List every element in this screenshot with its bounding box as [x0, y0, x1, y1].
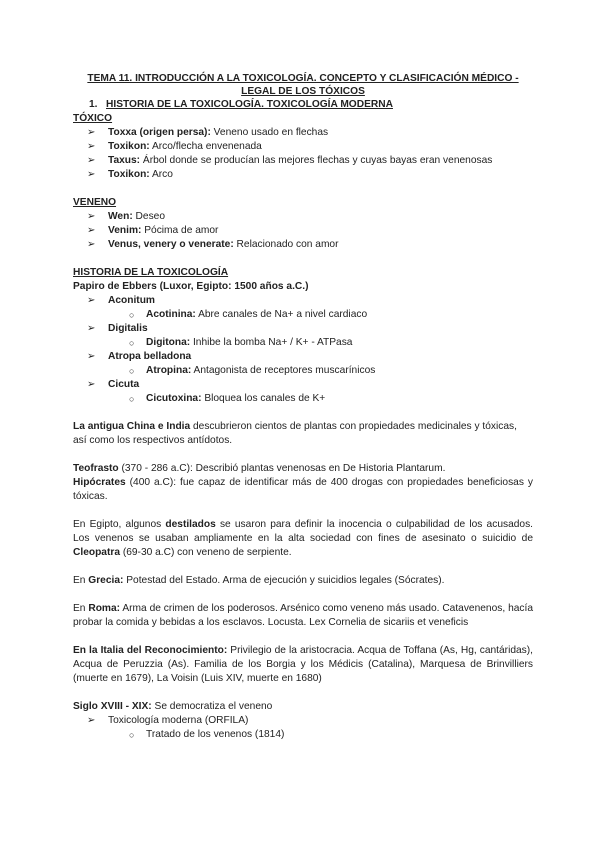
- sub-list-item: [73, 336, 533, 350]
- term: Toxikon:: [108, 141, 150, 152]
- arrow-bullet-icon: ➢: [87, 211, 96, 222]
- list-item: [73, 714, 533, 728]
- text: Privilegio de la aristocracia. Acqua de Toffana (As, Hg, cantáridas), Acqua de Peruzzia (As). Familia de los Borgia y los Médicis (Catalina), Marquesa de Brinvilliers (muerte en 1679), La Voisin (Luis XIV, muerte en 1680): [73, 645, 533, 684]
- term: Toxxa (origen persa):: [108, 127, 211, 138]
- list-item: [73, 168, 533, 182]
- arrow-bullet-icon: ➢: [87, 127, 96, 138]
- plants-list: [73, 294, 533, 406]
- term: Atropina:: [146, 365, 192, 376]
- arrow-bullet-icon: ➢: [87, 155, 96, 166]
- term: Acotinina:: [146, 309, 196, 320]
- bold-text: En la Italia del Reconocimiento:: [73, 645, 228, 656]
- text: Se democratiza el veneno: [151, 701, 273, 712]
- siglo-paragraph: [73, 700, 533, 714]
- list-item: [73, 294, 533, 308]
- roma-paragraph: [73, 602, 533, 630]
- document-title: [73, 72, 533, 98]
- toxico-list: [73, 126, 533, 182]
- egipto-paragraph: [73, 518, 533, 560]
- list-item: [73, 140, 533, 154]
- siglo-item: Toxicología moderna (ORFILA): [108, 715, 249, 726]
- arrow-bullet-icon: ➢: [87, 141, 96, 152]
- grecia-paragraph: [73, 574, 533, 588]
- sub-list-item: [73, 392, 533, 406]
- veneno-heading: VENENO: [73, 197, 117, 208]
- text: (400 a.C): fue capaz de identificar más de 400 drogas con propiedades beneficiosas y tóxicas.: [73, 477, 533, 502]
- bold-text: Roma:: [88, 603, 121, 614]
- definition: Arco/flecha envenenada: [149, 141, 262, 152]
- arrow-bullet-icon: ➢: [87, 715, 96, 726]
- definition: Veneno usado en flechas: [210, 127, 329, 138]
- list-item: [73, 378, 533, 392]
- definition: Inhibe la bomba Na+ / K+ - ATPasa: [190, 337, 353, 348]
- list-item: [73, 154, 533, 168]
- term: Toxikon:: [108, 169, 150, 180]
- teofrasto-paragraph: [73, 462, 533, 476]
- circle-bullet-icon: ○: [129, 730, 135, 740]
- list-item: [73, 224, 533, 238]
- definition: Abre canales de Na+ a nivel cardiaco: [195, 309, 368, 320]
- list-item: [73, 210, 533, 224]
- list-item: [73, 322, 533, 336]
- list-item: [73, 238, 533, 252]
- veneno-list: [73, 210, 533, 252]
- definition: Antagonista de receptores muscarínicos: [191, 365, 376, 376]
- text: Potestad del Estado. Arma de ejecución y suicidios legales (Sócrates).: [123, 575, 445, 586]
- papiro-heading: Papiro de Ebbers (Luxor, Egipto: 1500 años a.C.): [73, 281, 309, 292]
- title-line-2: LEGAL DE LOS TÓXICOS: [241, 86, 365, 97]
- title-line-1: TEMA 11. INTRODUCCIÓN A LA TOXICOLOGÍA. CONCEPTO Y CLASIFICACIÓN MÉDICO -: [87, 73, 519, 84]
- term: Wen:: [108, 211, 133, 222]
- sub-list-item: [73, 364, 533, 378]
- section-heading: [89, 98, 533, 112]
- arrow-bullet-icon: ➢: [87, 239, 96, 250]
- bold-text: Grecia:: [88, 575, 124, 586]
- china-paragraph: [73, 420, 533, 448]
- list-item: [73, 126, 533, 140]
- text: En Egipto, algunos: [73, 519, 166, 530]
- siglo-sub-item: Tratado de los venenos (1814): [146, 729, 285, 740]
- text: (370 - 286 a.C): Describió plantas venenosas en De Historia Plantarum.: [118, 463, 446, 474]
- definition: Árbol donde se producían las mejores flechas y cuyas bayas eran venenosas: [140, 155, 493, 166]
- term: Digitona:: [146, 337, 191, 348]
- arrow-bullet-icon: ➢: [87, 351, 96, 362]
- definition: Deseo: [132, 211, 165, 222]
- arrow-bullet-icon: ➢: [87, 225, 96, 236]
- plant-name: Digitalis: [108, 323, 148, 334]
- section-title: HISTORIA DE LA TOXICOLOGÍA. TOXICOLOGÍA MODERNA: [106, 99, 393, 110]
- toxico-heading: TÓXICO: [73, 113, 113, 124]
- text: se usaron para definir la inocencia o culpabilidad de los acusados. Los venenos se usaban ampliamente en la alta sociedad con fines de asesinato o suicidio de: [73, 519, 533, 544]
- definition: Relacionado con amor: [233, 239, 339, 250]
- term: Venus, venery o venerate:: [108, 239, 234, 250]
- plant-name: Cicuta: [108, 379, 140, 390]
- sub-list-item: [73, 728, 533, 742]
- bold-text: La antigua China e India: [73, 421, 191, 432]
- hipocrates-paragraph: [73, 476, 533, 504]
- term: Venim:: [108, 225, 142, 236]
- arrow-bullet-icon: ➢: [87, 295, 96, 306]
- circle-bullet-icon: ○: [129, 310, 135, 320]
- text: En: [73, 575, 89, 586]
- bold-text: Hipócrates: [73, 477, 126, 488]
- bold-text: Siglo XVIII - XIX:: [73, 701, 152, 712]
- document-content: [73, 72, 533, 742]
- definition: Pócima de amor: [141, 225, 219, 236]
- definition: Arco: [149, 169, 173, 180]
- sub-list-item: [73, 308, 533, 322]
- plant-name: Atropa belladona: [108, 351, 192, 362]
- bold-text: Cleopatra: [73, 547, 120, 558]
- historia-heading: HISTORIA DE LA TOXICOLOGÍA: [73, 267, 229, 278]
- arrow-bullet-icon: ➢: [87, 379, 96, 390]
- term: Cicutoxina:: [146, 393, 202, 404]
- italia-paragraph: [73, 644, 533, 686]
- text: En: [73, 603, 89, 614]
- plant-name: Aconitum: [108, 295, 155, 306]
- text: (69-30 a.C) con veneno de serpiente.: [120, 547, 292, 558]
- section-number: 1.: [89, 99, 98, 110]
- arrow-bullet-icon: ➢: [87, 323, 96, 334]
- term: Taxus:: [108, 155, 141, 166]
- arrow-bullet-icon: ➢: [87, 169, 96, 180]
- list-item: [73, 350, 533, 364]
- text: descubrieron cientos de plantas con propiedades medicinales y tóxicas, así como los respectivos antídotos.: [73, 421, 517, 446]
- definition: Bloquea los canales de K+: [201, 393, 326, 404]
- circle-bullet-icon: ○: [129, 366, 135, 376]
- bold-text: destilados: [165, 519, 216, 530]
- text: Arma de crimen de los poderosos. Arsénico como veneno más usado. Catavenenos, hacía probar la comida y bebidas a los esclavos. Locusta. Lex Cornelia de sicariis et veneficis: [73, 603, 533, 628]
- circle-bullet-icon: ○: [129, 338, 135, 348]
- circle-bullet-icon: ○: [129, 394, 135, 404]
- bold-text: Teofrasto: [73, 463, 119, 474]
